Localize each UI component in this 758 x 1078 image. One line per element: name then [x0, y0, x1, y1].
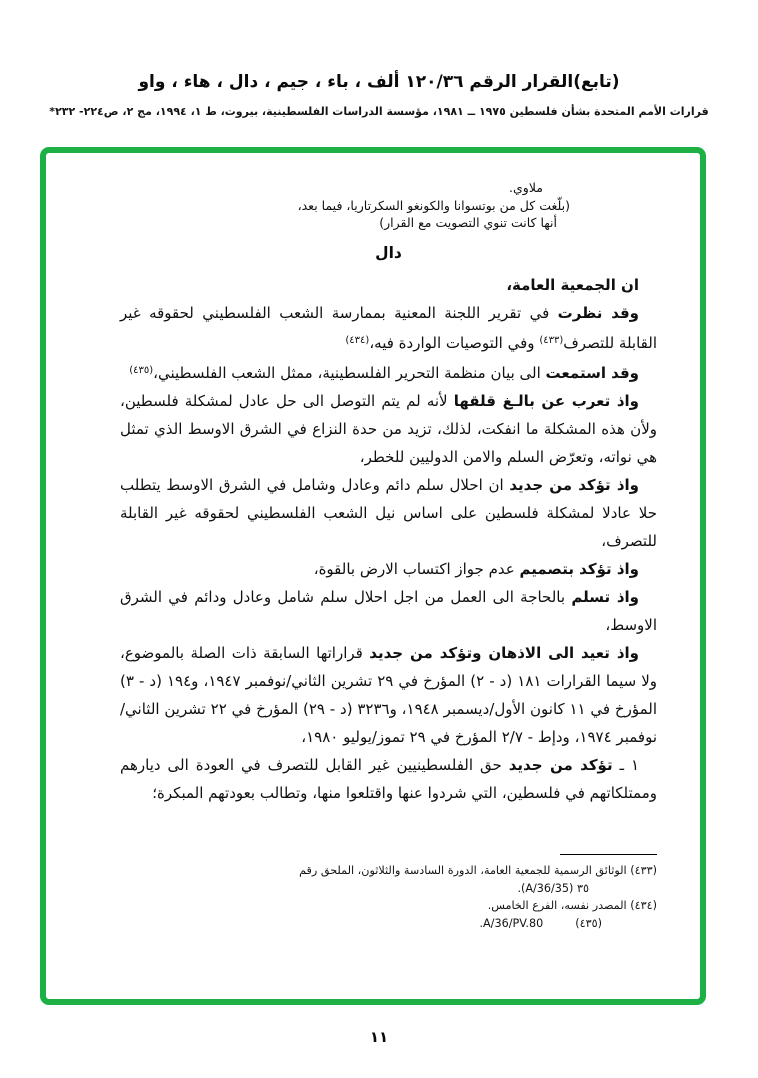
page-number: ١١: [369, 1028, 389, 1046]
bold-lead-in: وقد استمعت: [545, 364, 639, 382]
resolution-body-text: [120, 271, 657, 807]
bold-lead-in: تؤكد من جديد: [508, 756, 613, 774]
body-paragraph: [120, 555, 657, 583]
footnote-line: ٣٥ (A/36/35).: [517, 881, 589, 895]
footnote-reference: (٤٣٥): [129, 365, 154, 376]
paragraph-text: ان احلال سلم دائم وعادل وشامل في الشرق الاوسط يتطلب حلا عادلا لمشكلة فلسطين على اساس نيل الشعب الفلسطيني لحقوقه غير القابلة للتصرف،: [120, 476, 657, 550]
body-paragraph: [120, 471, 657, 555]
body-paragraph: [120, 357, 657, 387]
section-heading-dal: دال: [375, 244, 402, 262]
bold-lead-in: واذ تسلم: [571, 588, 639, 606]
paragraph-text: وفي التوصيات الواردة فيه،: [369, 334, 540, 352]
header-resolution-title: (تابع)القرار الرقم ١٢٠/٣٦ ألف ، باء ، جيم ، دال ، هاء ، واو: [138, 72, 620, 92]
bold-lead-in: وقد نظرت: [557, 304, 640, 322]
bold-lead-in: ان الجمعية العامة،: [506, 276, 639, 294]
bold-lead-in: واذ تعرب عن بالـغ قلقها: [453, 392, 639, 410]
body-paragraph: [120, 639, 657, 751]
footnote-reference: (٤٣٤): [345, 335, 370, 346]
vote-note-line: ملاوي.: [509, 180, 543, 195]
footnote-reference: (٤٣٣): [539, 335, 564, 346]
vote-note-paragraph: [270, 179, 570, 232]
body-paragraph: [120, 751, 657, 807]
body-paragraph: [120, 387, 657, 471]
body-paragraph: [120, 299, 657, 357]
footnotes-block: [299, 862, 657, 932]
footnote-line: (٤٣٤) المصدر نفسه، الفرع الخامس.: [487, 899, 657, 912]
bold-lead-in: واذ تعيد الى الاذهان وتؤكد من جديد: [369, 644, 639, 662]
paragraph-text: حق الفلسطينيين غير القابل للتصرف في العودة الى ديارهم وممتلكاتهم في فلسطين، التي شردوا عنها واقتلعوا منها، وتطالب بعودتهم المبكرة؛: [120, 756, 657, 802]
footnote-line: (٤٣٣) الوثائق الرسمية للجمعية العامة، الدورة السادسة والثلاثون، الملحق رقم: [299, 864, 657, 877]
paragraph-text: لأنه لم يتم التوصل الى حل عادل لمشكلة فلسطين، ولأن هذه المشكلة ما انفكت، لذلك، تزيد من حدة النزاع في الشرق الاوسط الذي تمثل هي نواته، وتعرّض السلم والامن الدوليين للخطر،: [120, 392, 657, 466]
paragraph-text: عدم جواز اكتساب الارض بالقوة،: [313, 560, 520, 578]
vote-note-line: (بلّغت كل من بوتسوانا والكونغو السكرتاريا، فيما بعد،: [297, 197, 570, 213]
paragraph-text: ١ ـ: [612, 756, 639, 774]
bold-lead-in: واذ تؤكد من جديد: [509, 476, 640, 494]
footnote-line: (٤٣٥) A/36/PV.80.: [479, 916, 602, 930]
footnote-separator-rule: [560, 854, 657, 855]
paragraph-text: الى بيان منظمة التحرير الفلسطينية، ممثل الشعب الفلسطيني،: [153, 364, 546, 382]
body-paragraph: [120, 271, 657, 299]
vote-note-line: أنها كانت تنوي التصويت مع القرار): [379, 215, 557, 230]
paragraph-text: بالحاجة الى العمل من اجل احلال سلم شامل وعادل ودائم في الشرق الاوسط،: [120, 588, 657, 634]
body-paragraph: [120, 583, 657, 639]
header-source-citation: قرارات الأمم المتحدة بشأن فلسطين ١٩٧٥ ــ ١٩٨١، مؤسسة الدراسات الفلسطينية، بيروت، ط ١، ١٩٩٤، مج ٢، ص٢٢٤- ٢٣٢*: [49, 105, 709, 118]
paragraph-text: في تقرير اللجنة المعنية بممارسة الشعب الفلسطيني لحقوقه غير القابلة للتصرف: [120, 304, 657, 352]
bold-lead-in: واذ تؤكد بتصميم: [519, 560, 639, 578]
paragraph-text: قراراتها السابقة ذات الصلة بالموضوع، ولا سيما القرارات ١٨١ (د - ٢) المؤرخ في ٢٩ تشرين الثاني/نوفمبر ١٩٤٧، و١٩٤ (د - ٣) المؤرخ في ١١ كانون الأول/ديسمبر ١٩٤٨، و٣٢٣٦ (د - ٢٩) المؤرخ في ٢٢ تشرين الثاني/نوفمبر ١٩٧٤، ودإط - ٢/٧ المؤرخ في ٢٩ تموز/يوليو ١٩٨٠،: [120, 644, 658, 746]
